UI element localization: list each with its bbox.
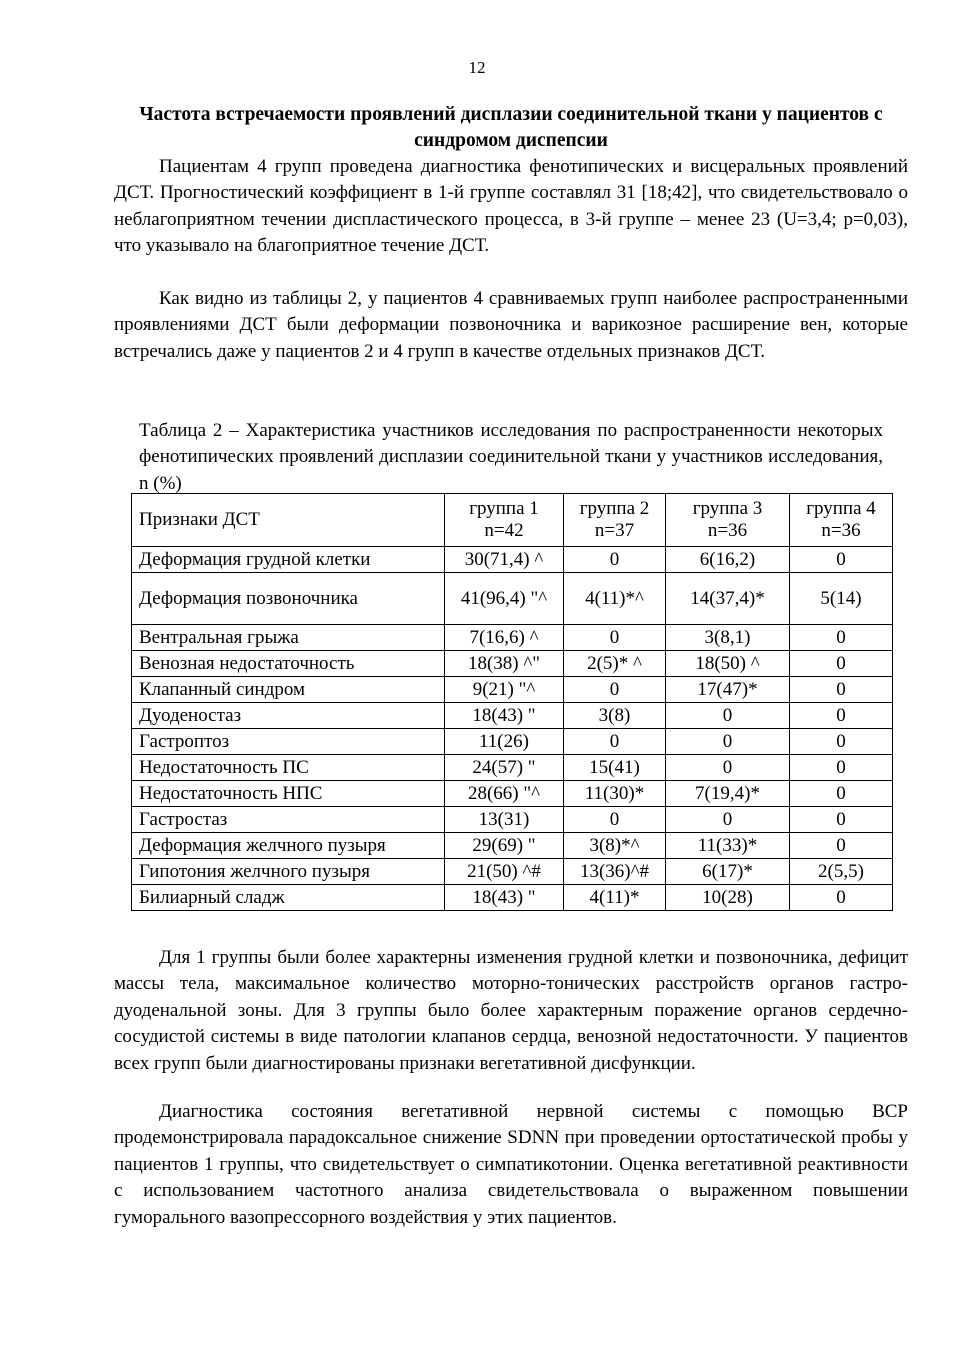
- header-group-2: группа 2 n=37: [564, 494, 666, 547]
- cell-group-1: 11(26): [445, 729, 564, 755]
- table-row: [132, 703, 893, 729]
- row-label: Недостаточность НПС: [132, 781, 445, 807]
- table-caption: Таблица 2 – Характеристика участников исследования по распространенности некоторых фенотипических проявлений дисплазии соединительной ткани у участников исследования, n (%): [139, 420, 883, 494]
- table-row: [132, 651, 893, 677]
- cell-group-4: 0: [790, 807, 893, 833]
- cell-group-4: 5(14): [790, 573, 893, 625]
- paragraph-1: Пациентам 4 групп проведена диагностика фенотипических и висцеральных проявлений ДСТ. Прогностический коэффициент в 1-й группе составлял 31 [18;42], что свидетельствовало о неблагоприятном течении диспластического процесса, в 3-й группе – менее 23 (U=3,4; p=0,03), что указывало на благоприятное течение ДСТ.: [114, 156, 908, 257]
- cell-group-4: 0: [790, 729, 893, 755]
- cell-group-3: 0: [666, 703, 790, 729]
- cell-group-3: 0: [666, 807, 790, 833]
- paragraph-2: Как видно из таблицы 2, у пациентов 4 сравниваемых групп наиболее распространенными проявлениями ДСТ были деформации позвоночника и варикозное расширение вен, которые встречались даже у пациентов 2 и 4 групп в качестве отдельных признаков ДСТ.: [114, 288, 908, 362]
- dst-table: [131, 493, 893, 911]
- cell-group-1: 7(16,6) ^: [445, 625, 564, 651]
- cell-group-1: 21(50) ^#: [445, 859, 564, 885]
- header-group-3: группа 3 n=36: [666, 494, 790, 547]
- row-label: Гастростаз: [132, 807, 445, 833]
- cell-group-1: 41(96,4) "^: [445, 573, 564, 625]
- cell-group-2: 0: [564, 677, 666, 703]
- header-feature: Признаки ДСТ: [132, 494, 445, 547]
- row-label: Деформация позвоночника: [132, 573, 445, 625]
- row-label: Недостаточность ПС: [132, 755, 445, 781]
- table-row: [132, 755, 893, 781]
- cell-group-4: 0: [790, 625, 893, 651]
- table-row: [132, 781, 893, 807]
- cell-group-3: 7(19,4)*: [666, 781, 790, 807]
- section-title: Частота встречаемости проявлений дисплазии соединительной ткани у пациентов с синдромом диспепсии: [139, 104, 883, 151]
- row-label: Гипотония желчного пузыря: [132, 859, 445, 885]
- cell-group-3: 0: [666, 755, 790, 781]
- table-row: [132, 625, 893, 651]
- paragraph-4: Диагностика состояния вегетативной нервной системы с помощью ВСР продемонстрировала парадоксальное снижение SDNN при проведении ортостатической пробы у пациентов 1 группы, что свидетельствует о симпатикотонии. Оценка вегетативной реактивности с использованием частотного анализа свидетельствовала о выраженном повышении гуморального вазопрессорного воздействия у этих пациентов.: [114, 1101, 908, 1228]
- cell-group-3: 10(28): [666, 885, 790, 911]
- paragraph-3: Для 1 группы были более характерны изменения грудной клетки и позвоночника, дефицит массы тела, максимальное количество моторно-тонических расстройств органов гастро-дуоденальной зоны. Для 3 группы было более характерным поражение органов сердечно-сосудистой системы в виде патологии клапанов сердца, венозной недостаточности. У пациентов всех групп были диагностированы признаки вегетативной дисфункции.: [114, 947, 908, 1074]
- cell-group-1: 24(57) ": [445, 755, 564, 781]
- cell-group-3: 14(37,4)*: [666, 573, 790, 625]
- cell-group-1: 13(31): [445, 807, 564, 833]
- row-label: Деформация грудной клетки: [132, 547, 445, 573]
- cell-group-2: 0: [564, 807, 666, 833]
- table-row: [132, 833, 893, 859]
- cell-group-2: 0: [564, 625, 666, 651]
- row-label: Гастроптоз: [132, 729, 445, 755]
- cell-group-2: 4(11)*: [564, 885, 666, 911]
- cell-group-2: 13(36)^#: [564, 859, 666, 885]
- cell-group-3: 18(50) ^: [666, 651, 790, 677]
- row-label: Вентральная грыжа: [132, 625, 445, 651]
- cell-group-2: 15(41): [564, 755, 666, 781]
- cell-group-2: 0: [564, 729, 666, 755]
- table-row: [132, 729, 893, 755]
- cell-group-4: 0: [790, 781, 893, 807]
- table-row: [132, 807, 893, 833]
- cell-group-4: 0: [790, 703, 893, 729]
- table-row: [132, 885, 893, 911]
- cell-group-4: 2(5,5): [790, 859, 893, 885]
- cell-group-1: 18(38) ^": [445, 651, 564, 677]
- cell-group-1: 28(66) "^: [445, 781, 564, 807]
- cell-group-2: 2(5)* ^: [564, 651, 666, 677]
- cell-group-1: 18(43) ": [445, 885, 564, 911]
- cell-group-3: 6(17)*: [666, 859, 790, 885]
- row-label: Дуоденостаз: [132, 703, 445, 729]
- row-label: Билиарный сладж: [132, 885, 445, 911]
- cell-group-1: 18(43) ": [445, 703, 564, 729]
- row-label: Венозная недостаточность: [132, 651, 445, 677]
- table-row: [132, 677, 893, 703]
- row-label: Деформация желчного пузыря: [132, 833, 445, 859]
- cell-group-3: 11(33)*: [666, 833, 790, 859]
- table-row: [132, 547, 893, 573]
- cell-group-4: 0: [790, 651, 893, 677]
- cell-group-1: 29(69) ": [445, 833, 564, 859]
- table-row: [132, 573, 893, 625]
- page-number: 12: [468, 58, 486, 77]
- cell-group-2: 3(8)*^: [564, 833, 666, 859]
- table-row: [132, 859, 893, 885]
- table-header-row: [132, 494, 893, 547]
- cell-group-1: 9(21) "^: [445, 677, 564, 703]
- cell-group-2: 4(11)*^: [564, 573, 666, 625]
- cell-group-1: 30(71,4) ^: [445, 547, 564, 573]
- cell-group-2: 11(30)*: [564, 781, 666, 807]
- cell-group-3: 0: [666, 729, 790, 755]
- row-label: Клапанный синдром: [132, 677, 445, 703]
- header-group-4: группа 4 n=36: [790, 494, 893, 547]
- cell-group-3: 3(8,1): [666, 625, 790, 651]
- cell-group-3: 17(47)*: [666, 677, 790, 703]
- cell-group-4: 0: [790, 755, 893, 781]
- cell-group-3: 6(16,2): [666, 547, 790, 573]
- cell-group-2: 0: [564, 547, 666, 573]
- header-group-1: группа 1 n=42: [445, 494, 564, 547]
- cell-group-4: 0: [790, 547, 893, 573]
- cell-group-4: 0: [790, 833, 893, 859]
- cell-group-4: 0: [790, 885, 893, 911]
- cell-group-2: 3(8): [564, 703, 666, 729]
- cell-group-4: 0: [790, 677, 893, 703]
